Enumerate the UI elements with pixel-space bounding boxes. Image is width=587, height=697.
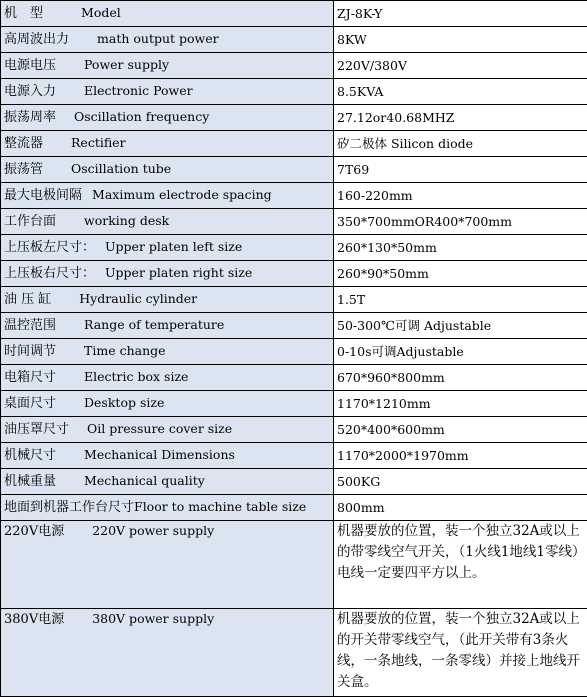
label-cn: 振荡周率 — [4, 110, 56, 126]
table-row — [1, 287, 587, 313]
label-en: math output power — [97, 31, 219, 47]
label-en: Electronic Power — [84, 83, 193, 99]
row-value: 1170*2000*1970mm — [334, 443, 587, 469]
table-row — [1, 495, 587, 521]
label-en: Time change — [84, 343, 166, 359]
label-cn: 电源电压 — [4, 58, 56, 74]
row-value: 160-220mm — [334, 183, 587, 209]
table-row — [1, 391, 587, 417]
label-en: Hydraulic cylinder — [79, 291, 197, 307]
table-row — [1, 79, 587, 105]
row-value: 27.12or40.68MHZ — [334, 105, 587, 131]
row-label — [1, 79, 334, 105]
row-label — [1, 209, 334, 235]
row-label — [1, 27, 334, 53]
table-row — [1, 339, 587, 365]
row-label-380v — [1, 609, 334, 697]
label-en: Oscillation tube — [71, 161, 171, 177]
row-value: 1.5T — [334, 287, 587, 313]
label-cn: 上压板右尺寸： — [4, 266, 95, 282]
table-row — [1, 365, 587, 391]
row-value: 220V/380V — [334, 53, 587, 79]
row-label — [1, 261, 334, 287]
row-value: 350*700mmOR400*700mm — [334, 209, 587, 235]
label-en: Upper platen left size — [105, 239, 242, 255]
label-cn: 电箱尺寸 — [4, 370, 56, 386]
row-label — [1, 157, 334, 183]
row-value: 7T69 — [334, 157, 587, 183]
label-cn: 上压板左尺寸： — [4, 240, 95, 256]
row-value: 670*960*800mm — [334, 365, 587, 391]
label-cn: 工作台面 — [4, 214, 56, 230]
label-cn: 桌面尺寸 — [4, 396, 56, 412]
label-cn: 整流器 — [4, 136, 43, 152]
label-en: Range of temperature — [84, 317, 224, 333]
label-cn: 温控范围 — [4, 318, 56, 334]
row-value: 520*400*600mm — [334, 417, 587, 443]
label-en: Desktop size — [84, 395, 164, 411]
row-label-220v — [1, 521, 334, 609]
row-value: 8KW — [334, 27, 587, 53]
label-cn: 油压罩尺寸 — [4, 422, 69, 438]
label-en: Upper platen right size — [105, 265, 252, 281]
table-row — [1, 209, 587, 235]
row-label — [1, 469, 334, 495]
row-value: 1170*1210mm — [334, 391, 587, 417]
row-label — [1, 131, 334, 157]
label-en: Model — [81, 5, 121, 21]
row-label — [1, 287, 334, 313]
row-value: 8.5KVA — [334, 79, 587, 105]
table-row — [1, 27, 587, 53]
row-label — [1, 183, 334, 209]
row-value: 0-10s可调Adjustable — [334, 339, 587, 365]
row-label — [1, 235, 334, 261]
table-row — [1, 157, 587, 183]
row-label — [1, 105, 334, 131]
label-en: Floor to machine table size — [134, 499, 306, 515]
row-label — [1, 495, 334, 521]
row-value: 260*90*50mm — [334, 261, 587, 287]
label-cn: 地面到机器工作台尺寸 — [4, 500, 134, 516]
table-row — [1, 609, 587, 697]
row-label — [1, 365, 334, 391]
label-cn: 机械尺寸 — [4, 448, 56, 464]
table-row — [1, 183, 587, 209]
table-row — [1, 469, 587, 495]
table-row — [1, 105, 587, 131]
label-cn: 机 型 — [4, 6, 43, 22]
label-cn: 振荡管 — [4, 162, 43, 178]
row-label — [1, 339, 334, 365]
row-label-model — [1, 1, 334, 27]
row-label — [1, 53, 334, 79]
table-row — [1, 313, 587, 339]
row-value: 800mm — [334, 495, 587, 521]
label-en: Mechanical Dimensions — [84, 447, 235, 463]
label-en: Maximum electrode spacing — [92, 187, 272, 203]
label-en: Rectifier — [71, 135, 126, 151]
row-value: 500KG — [334, 469, 587, 495]
table-row — [1, 261, 587, 287]
row-value-220v: 机器要放的位置，装一个独立32A或以上的带零线空气开关，（1火线1地线1零线）电线一定要四平方以上。 — [334, 521, 587, 609]
label-cn: 油 压 缸 — [4, 292, 51, 308]
label-cn: 机械重量 — [4, 474, 56, 490]
label-en: Electric box size — [84, 369, 188, 385]
label-cn: 220V电源 — [4, 524, 64, 540]
label-cn: 电源入力 — [4, 84, 56, 100]
row-label — [1, 391, 334, 417]
label-en: Oil pressure cover size — [87, 421, 232, 437]
table-row — [1, 131, 587, 157]
table-row — [1, 53, 587, 79]
table-row — [1, 521, 587, 609]
label-en: 220V power supply — [92, 523, 214, 539]
table-row — [1, 235, 587, 261]
label-cn: 380V电源 — [4, 612, 64, 628]
label-cn: 高周波出力 — [4, 32, 69, 48]
table-row — [1, 443, 587, 469]
table-row — [1, 417, 587, 443]
row-label — [1, 417, 334, 443]
row-value: 矽二极体 Silicon diode — [334, 131, 587, 157]
row-value: 260*130*50mm — [334, 235, 587, 261]
row-label — [1, 313, 334, 339]
row-value: ZJ-8K-Y — [334, 1, 587, 27]
label-en: Oscillation frequency — [74, 109, 209, 125]
label-en: working desk — [84, 213, 169, 229]
row-label — [1, 443, 334, 469]
row-value-380v: 机器要放的位置，装一个独立32A或以上的开关带零线空气，（此开关带有3条火线，一条地线，一条零线）并接上地线开关盒。 — [334, 609, 587, 697]
label-cn: 最大电极间隔 — [4, 188, 82, 204]
table-row — [1, 1, 587, 27]
label-en: Power supply — [84, 57, 169, 73]
label-en: Mechanical quality — [84, 473, 205, 489]
label-en: 380V power supply — [92, 611, 214, 627]
row-value: 50-300℃可调 Adjustable — [334, 313, 587, 339]
label-cn: 时间调节 — [4, 344, 56, 360]
